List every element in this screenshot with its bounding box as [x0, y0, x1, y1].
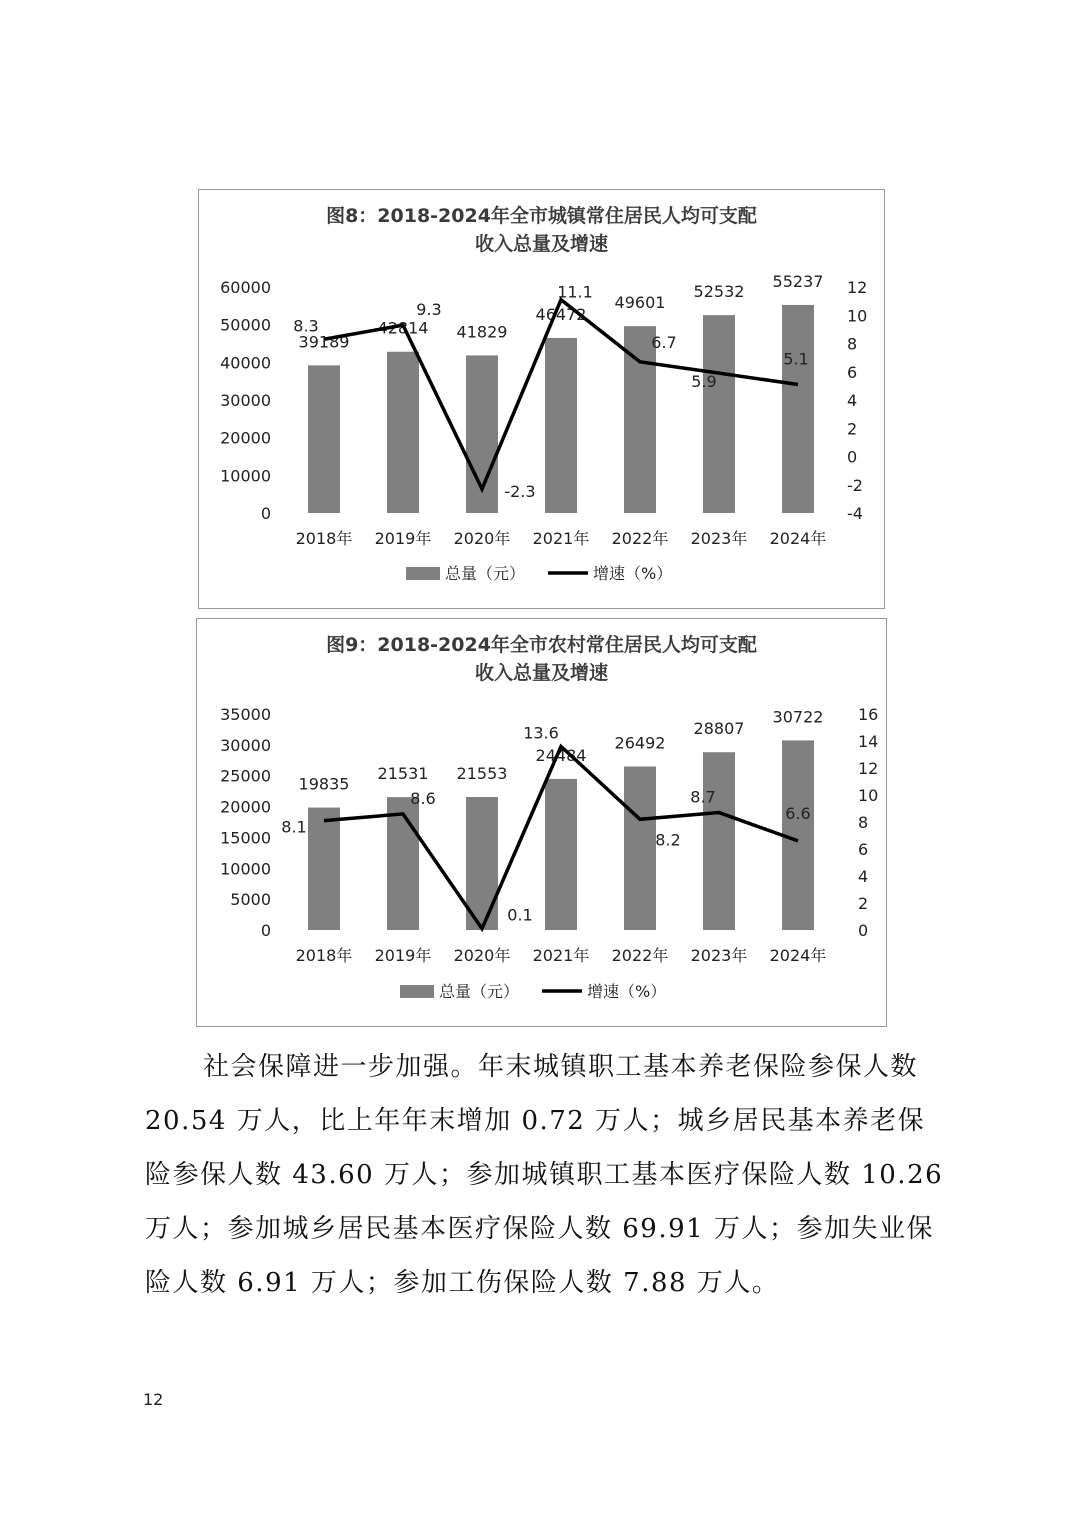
- x-category-label: 2022年: [611, 946, 669, 965]
- paragraph-line: 万人；参加城乡居民基本医疗保险人数 69.91 万人；参加失业保: [145, 1214, 934, 1244]
- growth-rate-label: 6.6: [785, 803, 811, 823]
- legend-swatch-bar: [406, 567, 440, 580]
- y-right-tick-label: 8: [847, 334, 858, 354]
- paragraph-line: 险人数 6.91 万人；参加工伤保险人数 7.88 万人。: [145, 1268, 780, 1298]
- x-category-label: 2024年: [769, 529, 827, 548]
- paragraph-line: [145, 1040, 945, 1094]
- growth-rate-label: 8.6: [410, 788, 436, 808]
- growth-rate-label: 5.1: [783, 349, 809, 369]
- y-left-tick-label: 0: [260, 921, 271, 940]
- chart-urban-income: [198, 189, 885, 609]
- bar-total: [545, 338, 577, 513]
- growth-rate-label: 8.3: [293, 316, 319, 336]
- bar-total: [308, 808, 340, 930]
- y-left-tick-label: 10000: [220, 859, 271, 879]
- paragraph-line-text: 社会保障进一步加强。年末城镇职工基本养老保险参保人数: [203, 1052, 919, 1082]
- bar-total: [387, 352, 419, 513]
- paragraph-line: 险参保人数 43.60 万人；参加城镇职工基本医疗保险人数 10.26: [145, 1160, 944, 1190]
- bar-value-label: 39189: [298, 332, 350, 352]
- growth-rate-label: 0.1: [507, 905, 533, 925]
- legend-label-growth: 增速（%）: [593, 564, 673, 583]
- chart-plot-svg: [197, 619, 888, 1028]
- y-left-tick-label: 60000: [220, 278, 271, 297]
- growth-rate-label: 8.7: [690, 787, 716, 807]
- bar-value-label: 30722: [772, 707, 824, 727]
- y-left-tick-label: 15000: [220, 828, 271, 848]
- y-right-tick-label: 8: [858, 813, 869, 832]
- x-category-label: 2024年: [769, 946, 827, 965]
- x-category-label: 2021年: [532, 946, 590, 965]
- y-left-tick-label: 35000: [220, 705, 271, 724]
- x-category-label: 2021年: [532, 529, 590, 548]
- y-left-tick-label: 25000: [220, 766, 271, 786]
- y-right-tick-label: 0: [858, 921, 869, 940]
- y-right-tick-label: -4: [847, 504, 863, 523]
- y-right-tick-label: 4: [858, 867, 869, 886]
- x-category-label: 2018年: [295, 529, 353, 548]
- bar-value-label: 21531: [377, 764, 429, 784]
- y-right-tick-label: 16: [858, 705, 879, 724]
- y-left-tick-label: 30000: [220, 735, 271, 755]
- legend-label-growth: 增速（%）: [587, 982, 667, 1001]
- growth-rate-label: 5.9: [691, 372, 717, 392]
- y-right-tick-label: 0: [847, 447, 858, 467]
- growth-rate-label: 9.3: [416, 300, 442, 320]
- bar-value-label: 24484: [535, 745, 587, 765]
- bar-value-label: 49601: [614, 293, 666, 313]
- growth-rate-label: 8.2: [655, 830, 681, 850]
- growth-rate-label: 6.7: [651, 332, 677, 352]
- bar-value-label: 19835: [298, 774, 350, 794]
- legend-label-total: 总量（元）: [439, 982, 520, 1001]
- bar-total: [387, 797, 419, 930]
- y-right-tick-label: 12: [847, 278, 868, 297]
- chart-plot-svg: [199, 190, 886, 610]
- bar-total: [308, 365, 340, 513]
- bar-total: [703, 752, 735, 930]
- bar-value-label: 21553: [456, 763, 508, 783]
- y-left-tick-label: 20000: [220, 797, 271, 817]
- bar-total: [624, 767, 656, 930]
- y-left-tick-label: 50000: [220, 315, 271, 335]
- y-right-tick-label: 2: [858, 894, 869, 913]
- y-left-tick-label: 20000: [220, 428, 271, 448]
- y-right-tick-label: 6: [858, 840, 869, 859]
- chart-title-line1: 图9：2018-2024年全市农村常住居民人均可支配: [326, 634, 757, 656]
- x-category-label: 2023年: [690, 946, 748, 965]
- growth-rate-label: 8.1: [281, 817, 307, 837]
- y-right-tick-label: 4: [847, 391, 858, 410]
- x-category-label: 2020年: [453, 529, 511, 548]
- y-right-tick-label: 10: [858, 786, 879, 805]
- y-right-tick-label: -2: [847, 475, 863, 495]
- x-category-label: 2019年: [374, 946, 432, 965]
- legend-label-total: 总量（元）: [445, 564, 526, 583]
- growth-rate-label: -2.3: [504, 481, 536, 501]
- x-category-label: 2022年: [611, 529, 669, 548]
- chart-title-line1: 图8：2018-2024年全市城镇常住居民人均可支配: [326, 205, 757, 227]
- bar-total: [545, 779, 577, 930]
- y-right-tick-label: 10: [847, 306, 868, 326]
- chart-title-line2: 收入总量及增速: [474, 662, 608, 684]
- chart-rural-income: [196, 618, 887, 1027]
- y-right-tick-label: 6: [847, 362, 858, 382]
- bar-value-label: 42814: [377, 318, 429, 338]
- page-number: 12: [143, 1390, 164, 1409]
- legend-swatch-bar: [400, 985, 434, 998]
- growth-rate-label: 11.1: [557, 282, 593, 302]
- social-security-paragraph: [145, 1040, 945, 1310]
- bar-value-label: 26492: [614, 733, 666, 753]
- bar-value-label: 46472: [535, 304, 587, 324]
- bar-value-label: 52532: [693, 282, 745, 302]
- x-category-label: 2019年: [374, 529, 432, 548]
- y-right-tick-label: 2: [847, 419, 858, 439]
- y-left-tick-label: 5000: [230, 890, 271, 910]
- x-category-label: 2020年: [453, 946, 511, 965]
- bar-total: [703, 315, 735, 513]
- chart-title-line2: 收入总量及增速: [474, 233, 608, 255]
- bar-value-label: 41829: [456, 322, 508, 342]
- paragraph-line: 20.54 万人，比上年年末增加 0.72 万人；城乡居民基本养老保: [145, 1106, 926, 1136]
- y-right-tick-label: 12: [858, 759, 879, 778]
- y-left-tick-label: 30000: [220, 391, 271, 410]
- y-left-tick-label: 0: [260, 504, 271, 523]
- bar-value-label: 28807: [693, 719, 745, 739]
- y-left-tick-label: 40000: [220, 353, 271, 373]
- x-category-label: 2018年: [295, 946, 353, 965]
- y-right-tick-label: 14: [858, 732, 879, 751]
- bar-value-label: 55237: [772, 271, 824, 291]
- y-left-tick-label: 10000: [220, 466, 271, 486]
- x-category-label: 2023年: [690, 529, 748, 548]
- bar-total: [782, 305, 814, 513]
- growth-rate-label: 13.6: [523, 723, 559, 743]
